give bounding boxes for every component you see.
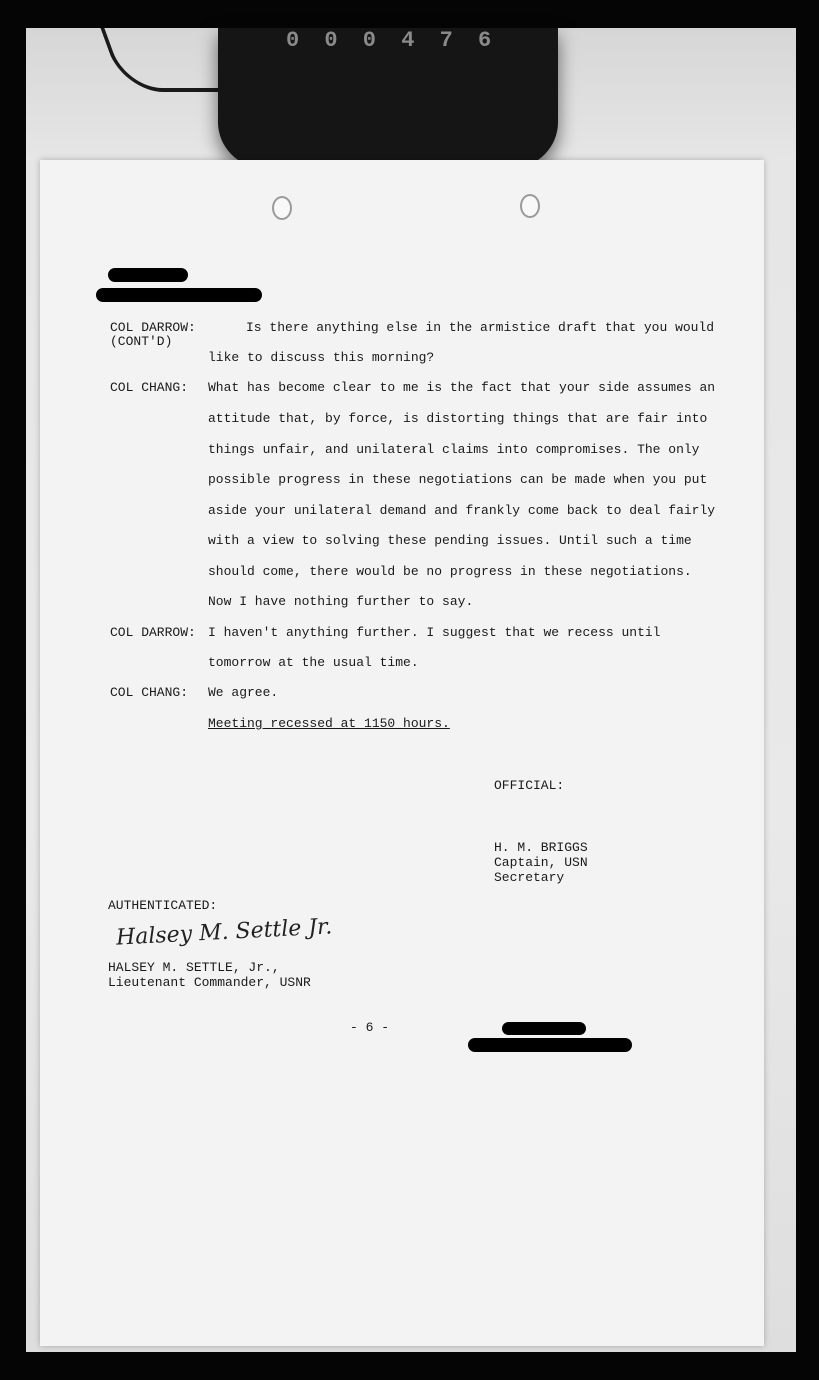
- archive-stamp-number: 0 0 0 4 7 6: [286, 28, 498, 53]
- meeting-recessed-note: Meeting recessed at 1150 hours.: [208, 716, 450, 731]
- transcript-line: possible progress in these negotiations can be made when you put: [208, 472, 708, 487]
- handwritten-signature: Halsey M. Settle Jr.: [115, 914, 333, 951]
- punch-hole-right: [520, 194, 540, 218]
- official-label: OFFICIAL:: [494, 778, 565, 793]
- redaction-bar-top-1: [108, 268, 188, 282]
- continued-label: (CONT'D): [110, 334, 173, 349]
- redaction-bar-bottom-1: [502, 1022, 586, 1035]
- transcript-line: with a view to solving these pending issues. Until such a time: [208, 533, 692, 548]
- transcript-line: like to discuss this morning?: [208, 350, 435, 365]
- official-name: H. M. BRIGGS: [494, 840, 588, 855]
- transcript-line: Is there anything else in the armistice draft that you would: [246, 320, 715, 335]
- punch-hole-left: [272, 196, 292, 220]
- redaction-bar-bottom-2: [468, 1038, 632, 1052]
- transcript-line: Now I have nothing further to say.: [208, 594, 474, 609]
- transcript-line: should come, there would be no progress in these negotiations.: [208, 564, 692, 579]
- speaker-label: COL DARROW:: [110, 320, 196, 335]
- speaker-label: COL DARROW:: [110, 625, 196, 640]
- official-title: Secretary: [494, 870, 565, 885]
- transcript-line: attitude that, by force, is distorting things that are fair into: [208, 411, 708, 426]
- transcript-line: aside your unilateral demand and frankly come back to deal fairly: [208, 503, 716, 518]
- page-number: - 6 -: [350, 1020, 390, 1035]
- official-rank: Captain, USN: [494, 855, 588, 870]
- authenticator-name: HALSEY M. SETTLE, Jr.,: [108, 960, 280, 975]
- authenticator-rank: Lieutenant Commander, USNR: [108, 975, 311, 990]
- transcript-line: I haven't anything further. I suggest that we recess until: [208, 625, 661, 640]
- transcript-line: things unfair, and unilateral claims into compromises. The only: [208, 442, 700, 457]
- speaker-label: COL CHANG:: [110, 380, 189, 395]
- speaker-label: COL CHANG:: [110, 685, 189, 700]
- transcript-line: What has become clear to me is the fact that your side assumes an: [208, 380, 716, 395]
- authenticated-label: AUTHENTICATED:: [108, 898, 218, 913]
- transcript-line: We agree.: [208, 685, 279, 700]
- redaction-bar-top-2: [96, 288, 262, 302]
- transcript-line: tomorrow at the usual time.: [208, 655, 419, 670]
